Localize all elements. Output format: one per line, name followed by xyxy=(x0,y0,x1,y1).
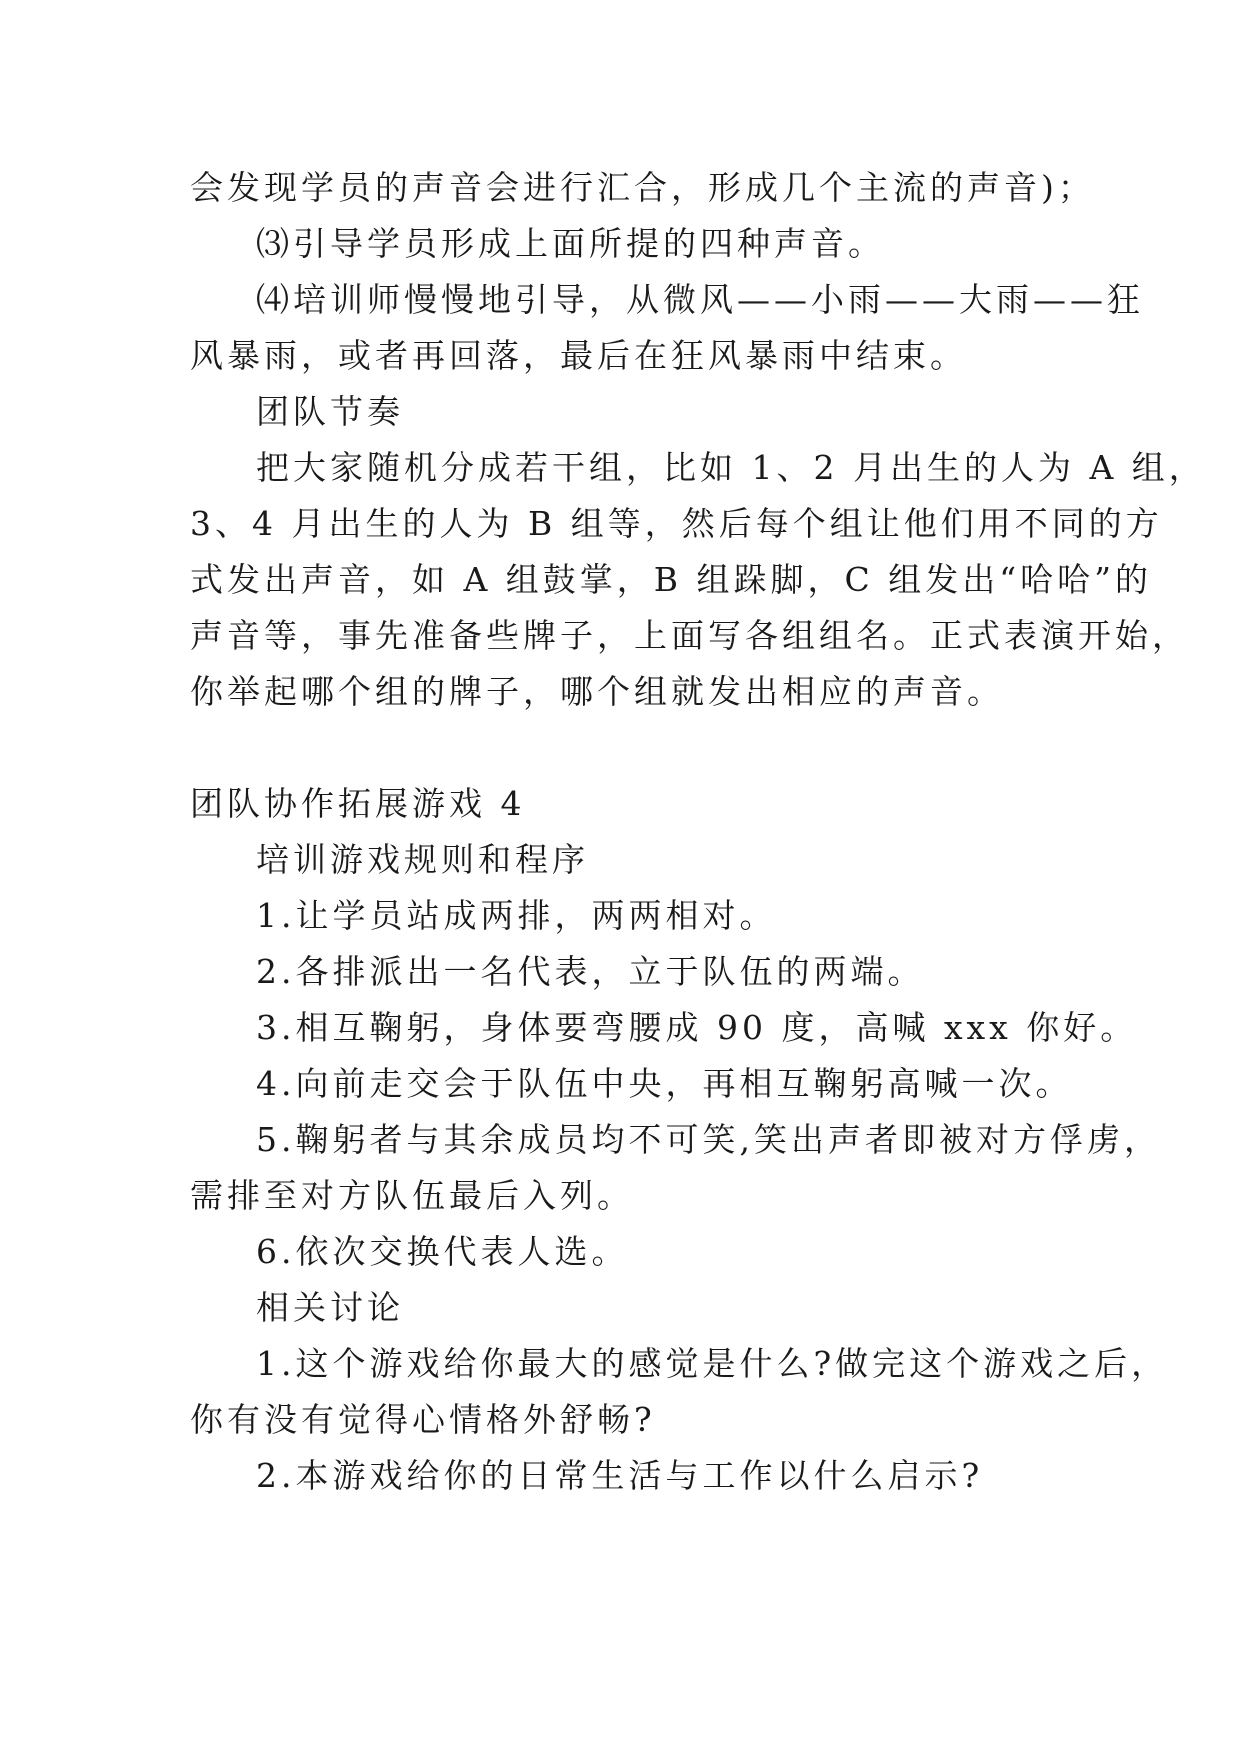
paragraph-line: 风暴雨，或者再回落，最后在狂风暴雨中结束。 xyxy=(190,336,967,375)
section-heading: 相关讨论 xyxy=(256,1288,404,1327)
list-item: 1.让学员站成两排，两两相对。 xyxy=(256,896,777,935)
paragraph-line: 式发出声音，如 A 组鼓掌，B 组跺脚，C 组发出“哈哈”的 xyxy=(190,560,1153,599)
paragraph-line: 需排至对方队伍最后入列。 xyxy=(190,1176,634,1215)
section-title: 团队协作拓展游戏 4 xyxy=(190,784,526,823)
paragraph-line: 声音等，事先准备些牌子，上面写各组组名。正式表演开始， xyxy=(190,616,1189,655)
list-item: 4.向前走交会于队伍中央，再相互鞠躬高喊一次。 xyxy=(256,1064,1073,1103)
paragraph-line: 会发现学员的声音会进行汇合，形成几个主流的声音)； xyxy=(190,168,1095,207)
list-item: 2.各排派出一名代表，立于队伍的两端。 xyxy=(256,952,925,991)
section-heading: 培训游戏规则和程序 xyxy=(256,840,589,879)
list-item: 6.依次交换代表人选。 xyxy=(256,1232,629,1271)
list-item: 1.这个游戏给你最大的感觉是什么?做完这个游戏之后， xyxy=(256,1344,1169,1383)
paragraph-line: 3、4 月出生的人为 B 组等，然后每个组让他们用不同的方 xyxy=(190,504,1163,543)
list-item: ⑷培训师慢慢地引导，从微风——小雨——大雨——狂 xyxy=(256,280,1144,319)
paragraph-line: 把大家随机分成若干组，比如 1、2 月出生的人为 A 组， xyxy=(256,448,1206,487)
paragraph-line: 你有没有觉得心情格外舒畅? xyxy=(190,1400,656,1439)
list-item: 5.鞠躬者与其余成员均不可笑,笑出声者即被对方俘虏， xyxy=(256,1120,1161,1159)
list-item: 2.本游戏给你的日常生活与工作以什么启示? xyxy=(256,1456,984,1495)
list-item: ⑶引导学员形成上面所提的四种声音。 xyxy=(256,224,885,263)
paragraph-line: 你举起哪个组的牌子，哪个组就发出相应的声音。 xyxy=(190,672,1004,711)
section-heading: 团队节奏 xyxy=(256,392,404,431)
list-item: 3.相互鞠躬，身体要弯腰成 90 度，高喊 xxx 你好。 xyxy=(256,1008,1138,1047)
